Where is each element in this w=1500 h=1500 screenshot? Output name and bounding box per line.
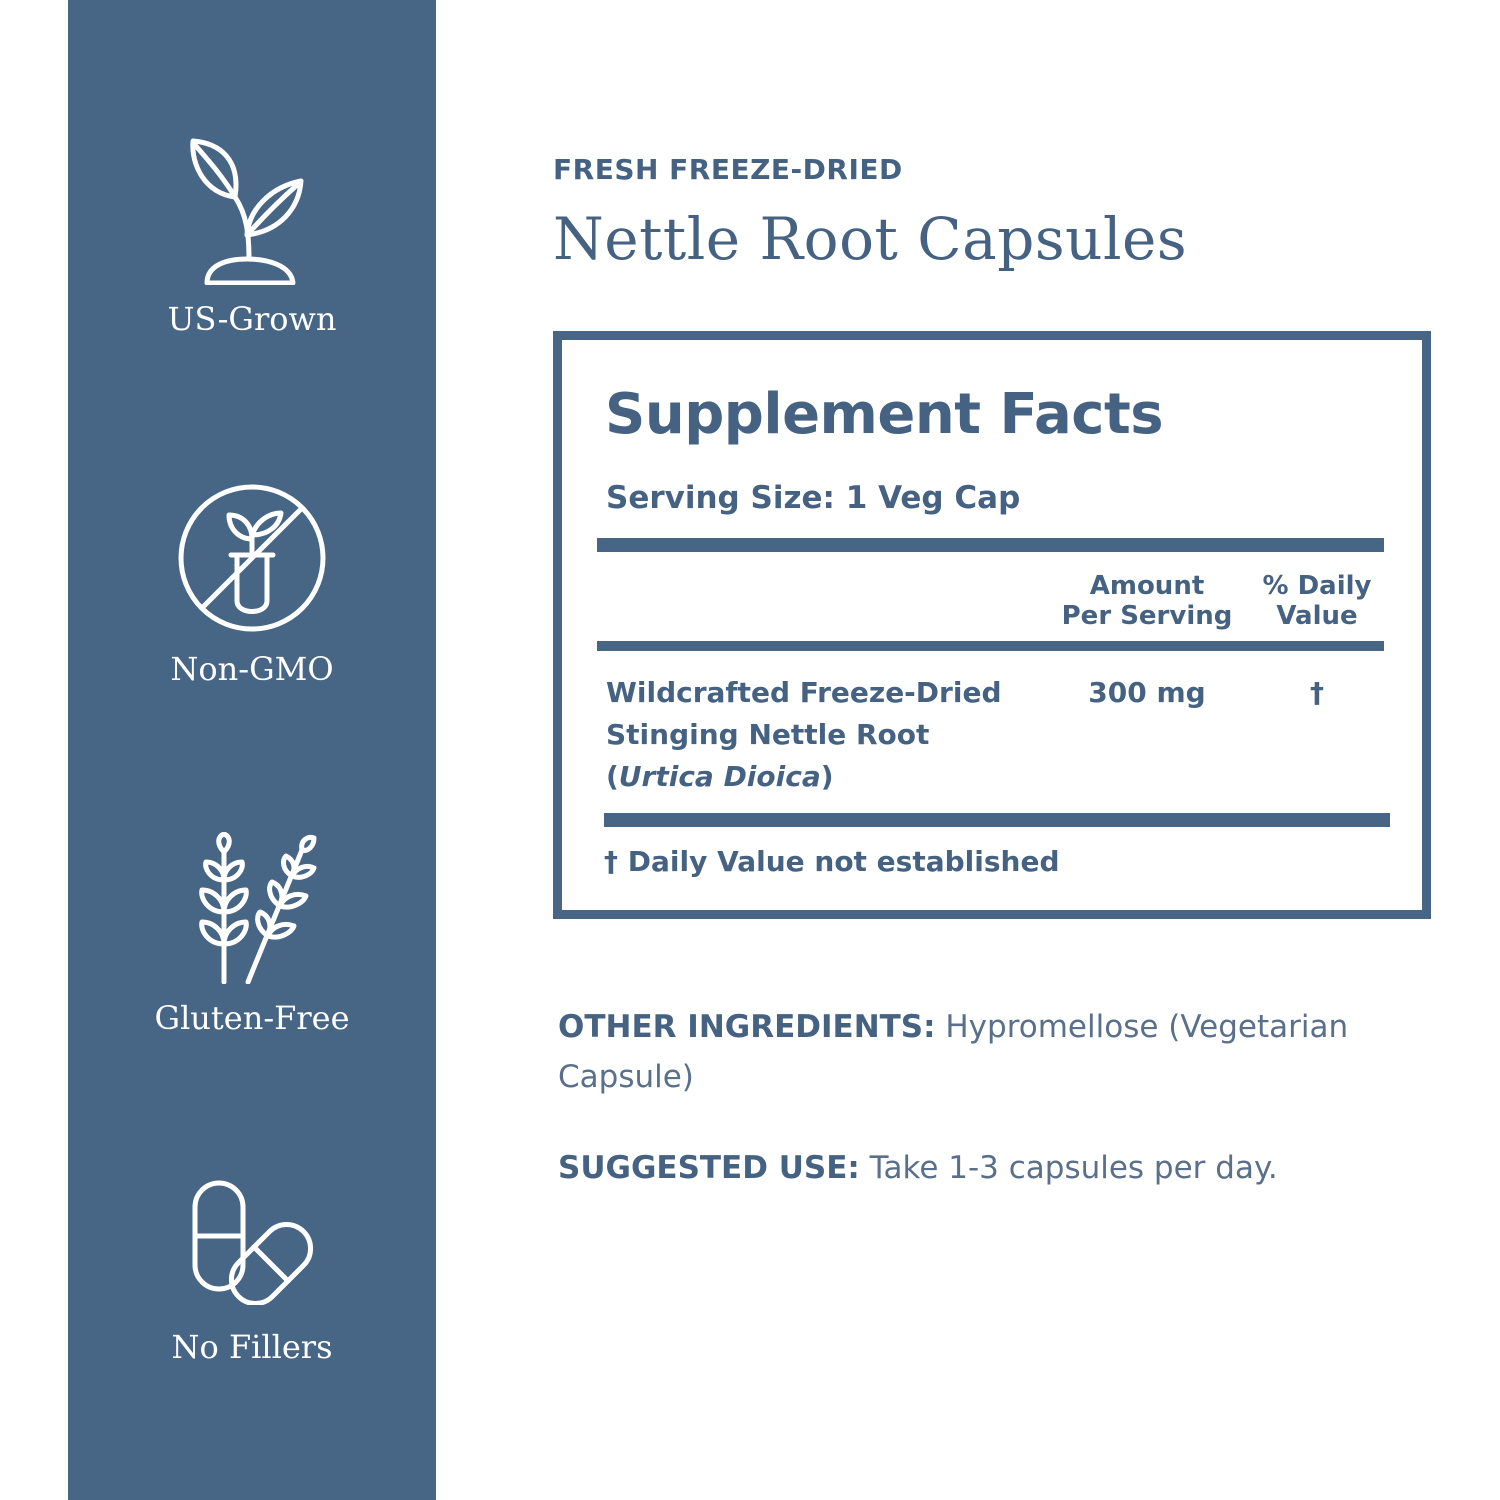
badge-sidebar [68, 0, 436, 1500]
ingredient-daily-value: † [1310, 676, 1324, 709]
suggested-use [558, 1144, 1438, 1194]
ingredient-latin-line [606, 756, 1046, 798]
other-ingredients-text: Hypromellose (Vegetarian Capsule) [558, 1009, 1349, 1095]
column-header-amount [1042, 572, 1252, 632]
badge-label: US-Grown [167, 300, 337, 338]
thick-rule [597, 538, 1384, 552]
column-header-daily-value [1242, 572, 1392, 632]
paren: ( [606, 760, 619, 793]
ingredient-name [606, 672, 1046, 798]
ingredient-amount: 300 mg [1088, 676, 1206, 709]
ingredient-latin-name: Urtica Dioica [618, 760, 821, 793]
ingredient-name-line: Wildcrafted Freeze-Dried [606, 676, 1002, 709]
column-header-line: Amount [1089, 571, 1205, 601]
badge-no-fillers [68, 1180, 436, 1366]
column-header-line: % Daily [1262, 571, 1372, 601]
other-ingredients-label: OTHER INGREDIENTS: [558, 1009, 936, 1045]
thick-rule [604, 813, 1390, 827]
facts-title: Supplement Facts [605, 382, 1164, 447]
product-title: Nettle Root Capsules [553, 205, 1188, 273]
column-header-line: Value [1276, 600, 1358, 631]
suggested-use-text: Take 1-3 capsules per day. [859, 1150, 1278, 1186]
paren: ) [820, 760, 834, 793]
badge-gluten-free [68, 832, 436, 1037]
serving-size: Serving Size: 1 Veg Cap [606, 480, 1021, 516]
medium-rule [597, 641, 1384, 651]
sprout-icon [187, 135, 317, 285]
wheat-icon [182, 832, 322, 984]
badge-us-grown [68, 135, 436, 338]
non-gmo-icon [177, 483, 327, 633]
badge-label: Non-GMO [170, 650, 334, 688]
badge-label: Gluten-Free [154, 999, 350, 1037]
ingredient-name-line: Stinging Nettle Root [606, 718, 930, 751]
product-eyebrow: FRESH FREEZE-DRIED [553, 153, 903, 186]
capsules-icon [187, 1180, 317, 1305]
badge-non-gmo [68, 483, 436, 688]
badge-label: No Fillers [171, 1328, 333, 1366]
other-ingredients [558, 1003, 1438, 1102]
column-header-line: Per Serving [1061, 600, 1233, 631]
daily-value-footnote: † Daily Value not established [604, 845, 1060, 878]
suggested-use-label: SUGGESTED USE: [558, 1150, 860, 1186]
supplement-facts-panel [553, 331, 1431, 919]
